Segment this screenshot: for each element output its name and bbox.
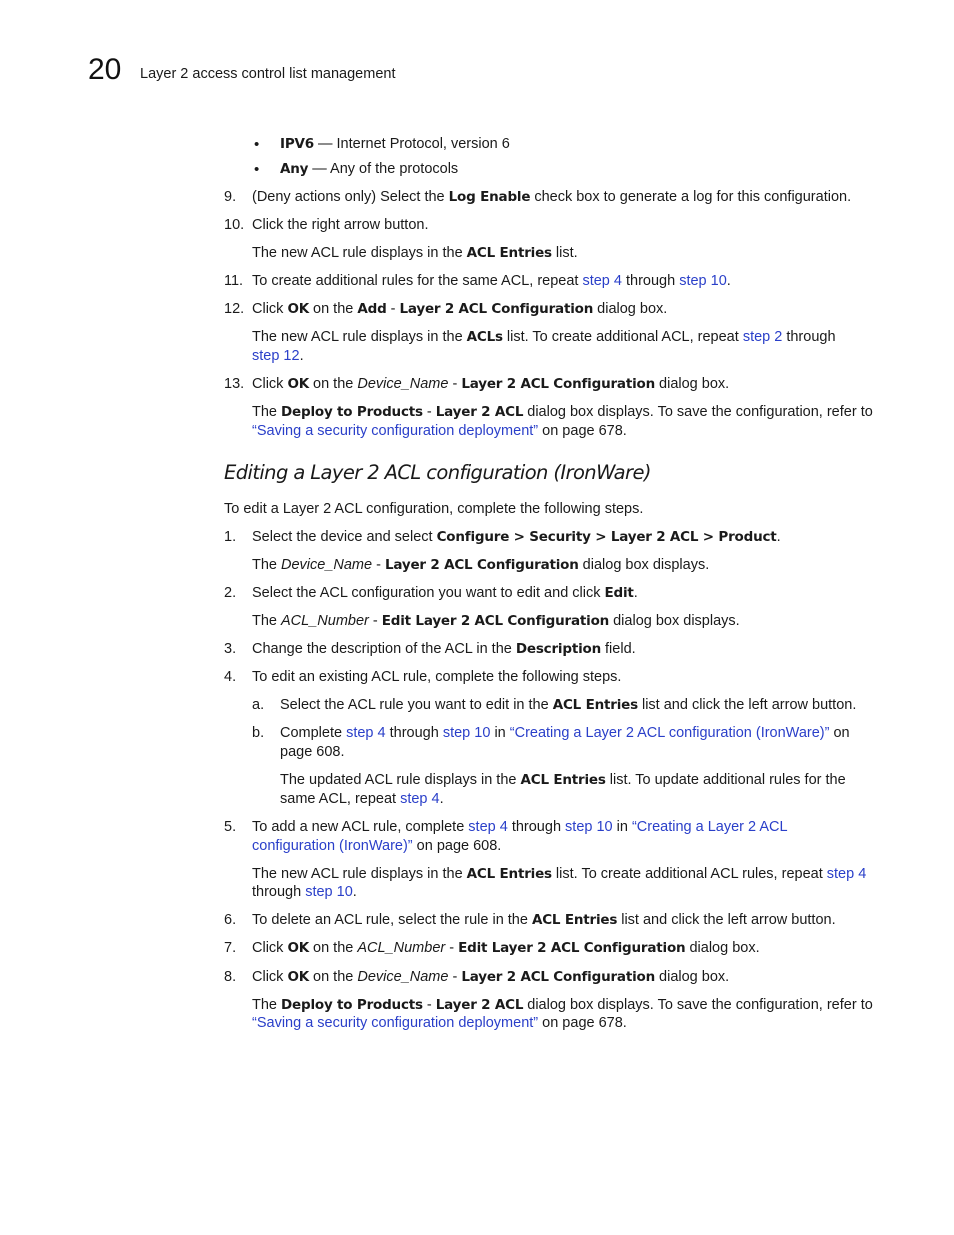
step-13-note: The Deploy to Products - Layer 2 ACL dialog box displays. To save the configuration, refer to bbox=[252, 404, 873, 420]
edit-step-3-text: Change the description of the ACL in the Description field. bbox=[252, 641, 636, 657]
link-step-4[interactable]: step 4 bbox=[582, 273, 622, 289]
step-number: 8. bbox=[224, 969, 237, 985]
step-10-note: The new ACL rule displays in the ACL Entries list. bbox=[252, 245, 578, 261]
link-step-10[interactable]: step 10 bbox=[305, 884, 353, 900]
chapter-number: 20 bbox=[88, 53, 122, 86]
step-number: 7. bbox=[224, 940, 237, 956]
edit-step-5-text: To add a new ACL rule, complete step 4 through step 10 in “Creating a Layer 2 ACL bbox=[252, 819, 788, 835]
link-step-4[interactable]: step 4 bbox=[400, 791, 440, 807]
step-number: 1. bbox=[224, 529, 237, 545]
edit-step-8-note: The Deploy to Products - Layer 2 ACL dialog box displays. To save the configuration, refer to bbox=[252, 997, 873, 1013]
running-header-title: Layer 2 access control list management bbox=[140, 66, 396, 82]
step-9-text: (Deny actions only) Select the Log Enable check box to generate a log for this configuration. bbox=[252, 189, 852, 205]
link-step-4[interactable]: step 4 bbox=[346, 725, 386, 741]
link-step-2[interactable]: step 2 bbox=[742, 329, 783, 345]
link-creating-layer2-acl-cont[interactable]: configuration (IronWare)” bbox=[252, 838, 413, 854]
step-13-note-line2: “Saving a security configuration deployment” on page 678. bbox=[252, 423, 627, 439]
bullet-item-ipv6 bbox=[280, 135, 510, 154]
edit-step-5-note-line2: through step 10. bbox=[252, 884, 357, 900]
section-title: Editing a Layer 2 ACL configuration (IronWare) bbox=[224, 461, 651, 484]
edit-step-7-text: Click OK on the ACL_Number - Edit Layer 2 ACL Configuration dialog box. bbox=[252, 940, 760, 956]
bullet-term: Any bbox=[280, 161, 309, 177]
link-step-10[interactable]: step 10 bbox=[565, 819, 613, 835]
step-number: 4. bbox=[224, 669, 237, 685]
edit-step-2-text: Select the ACL configuration you want to edit and click Edit. bbox=[252, 585, 638, 601]
substep-letter: a. bbox=[252, 697, 265, 713]
link-saving-security-deployment[interactable]: “Saving a security configuration deployment” bbox=[252, 423, 539, 439]
bullet-dot-icon: • bbox=[254, 136, 260, 153]
edit-step-8-note-line2: “Saving a security configuration deployment” on page 678. bbox=[252, 1015, 627, 1031]
link-saving-security-deployment[interactable]: “Saving a security configuration deployment” bbox=[252, 1015, 539, 1031]
bullet-text: — Internet Protocol, version 6 bbox=[313, 136, 510, 152]
step-number: 11. bbox=[224, 273, 244, 289]
edit-step-2-note: The ACL_Number - Edit Layer 2 ACL Configuration dialog box displays. bbox=[252, 613, 740, 629]
link-step-10[interactable]: step 10 bbox=[679, 273, 727, 289]
edit-step-5-note: The new ACL rule displays in the ACL Entries list. To create additional ACL rules, repeat step 4 bbox=[252, 866, 867, 882]
step-13-text: Click OK on the Device_Name - Layer 2 ACL Configuration dialog box. bbox=[252, 376, 730, 392]
step-number: 10. bbox=[224, 217, 245, 233]
step-12-note-line2: step 12. bbox=[252, 348, 304, 364]
edit-step-4b-note-line2: same ACL, repeat step 4. bbox=[280, 791, 444, 807]
step-number: 9. bbox=[224, 189, 237, 205]
step-12-text: Click OK on the Add - Layer 2 ACL Configuration dialog box. bbox=[252, 301, 668, 317]
bullet-text: — Any of the protocols bbox=[308, 161, 459, 177]
link-step-10[interactable]: step 10 bbox=[442, 725, 491, 741]
edit-step-4b-note: The updated ACL rule displays in the ACL Entries list. To update additional rules for the bbox=[280, 772, 846, 788]
bullet-term: IPV6 bbox=[280, 136, 314, 152]
edit-step-4-text: To edit an existing ACL rule, complete the following steps. bbox=[252, 669, 622, 685]
edit-step-4b-line2: page 608. bbox=[280, 744, 345, 760]
edit-step-4a-text: Select the ACL rule you want to edit in the ACL Entries list and click the left arrow button. bbox=[280, 697, 857, 713]
step-number: 5. bbox=[224, 819, 237, 835]
link-step-4[interactable]: step 4 bbox=[468, 819, 508, 835]
link-step-4[interactable]: step 4 bbox=[826, 866, 867, 882]
step-11-text: To create additional rules for the same ACL, repeat step 4 through step 10. bbox=[252, 273, 731, 289]
step-number: 6. bbox=[224, 912, 237, 928]
bullet-dot-icon: • bbox=[254, 161, 260, 178]
step-number: 12. bbox=[224, 301, 245, 317]
edit-step-1-text: Select the device and select Configure > Security > Layer 2 ACL > Product. bbox=[252, 529, 781, 545]
link-step-12[interactable]: step 12 bbox=[252, 348, 300, 364]
bullet-item-any bbox=[280, 160, 458, 179]
step-number: 2. bbox=[224, 585, 237, 601]
edit-step-8-text: Click OK on the Device_Name - Layer 2 ACL Configuration dialog box. bbox=[252, 969, 730, 985]
edit-step-6-text: To delete an ACL rule, select the rule in the ACL Entries list and click the left arrow button. bbox=[252, 912, 836, 928]
edit-step-1-note: The Device_Name - Layer 2 ACL Configuration dialog box displays. bbox=[252, 557, 710, 573]
step-number: 13. bbox=[224, 376, 245, 392]
step-12-note: The new ACL rule displays in the ACLs list. To create additional ACL, repeat step 2 through bbox=[252, 329, 836, 345]
substep-letter: b. bbox=[252, 725, 265, 741]
edit-step-5-line2: configuration (IronWare)” on page 608. bbox=[252, 838, 502, 854]
section-intro: To edit a Layer 2 ACL configuration, complete the following steps. bbox=[224, 501, 644, 517]
step-10-text: Click the right arrow button. bbox=[252, 217, 429, 233]
link-creating-layer2-acl[interactable]: “Creating a Layer 2 ACL configuration (IronWare)” bbox=[509, 725, 830, 741]
link-creating-layer2-acl[interactable]: “Creating a Layer 2 ACL bbox=[631, 819, 788, 835]
step-number: 3. bbox=[224, 641, 237, 657]
edit-step-4b-text: Complete step 4 through step 10 in “Creating a Layer 2 ACL configuration (IronWare)” on bbox=[280, 725, 850, 741]
